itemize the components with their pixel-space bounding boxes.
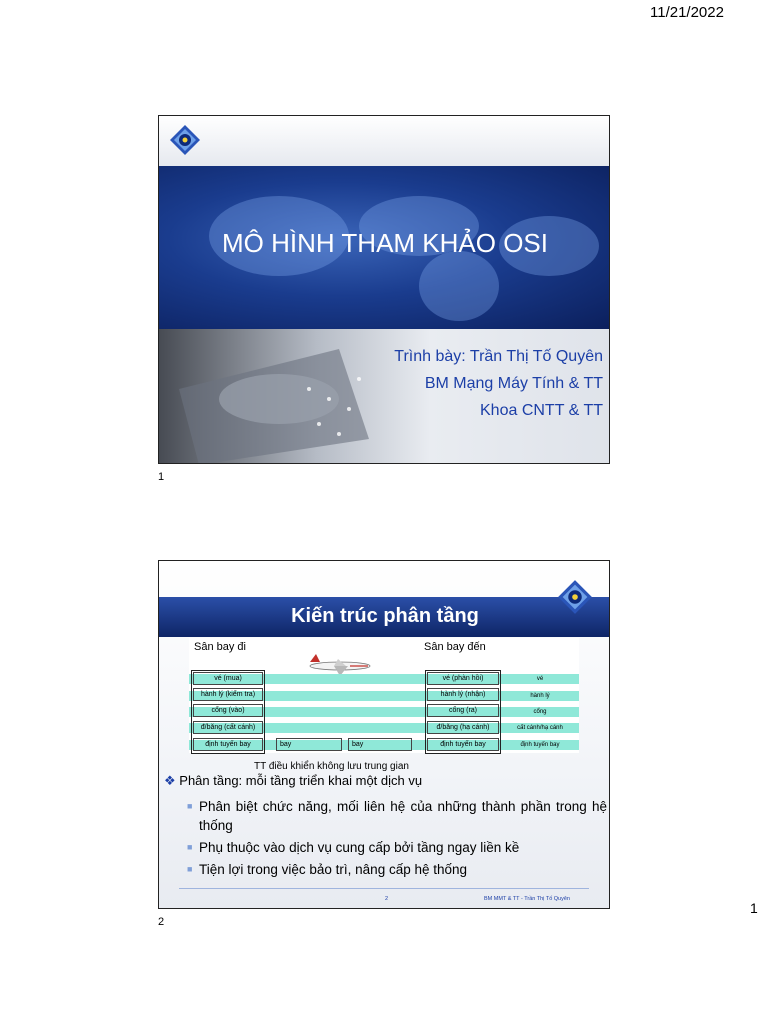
subbullet-text: Phân biệt chức năng, mối liên hệ của những thành phần trong hệ thống — [199, 799, 607, 833]
university-logo-icon — [557, 579, 593, 615]
layer-name: vé — [536, 676, 544, 682]
departure-label: Sân bay đi — [194, 641, 246, 653]
university-logo-icon — [169, 124, 201, 156]
faculty-line: Khoa CNTT & TT — [480, 402, 603, 419]
footer-page: 2 — [385, 896, 389, 902]
subbullet-item — [187, 838, 607, 857]
slide-number-1: 1 — [158, 471, 165, 483]
right-layer: định tuyến bay — [427, 738, 499, 751]
subbullet-list — [187, 797, 607, 879]
left-layer: hành lý (kiểm tra) — [193, 688, 263, 701]
middle-box: bay — [276, 738, 342, 751]
right-layer: cổng (ra) — [427, 704, 499, 717]
layer-name: định tuyến bay — [520, 742, 560, 748]
left-layer: định tuyến bay — [193, 738, 263, 751]
layer-name: hành lý — [530, 693, 550, 699]
print-date: 11/21/2022 — [650, 4, 724, 21]
square-bullet-icon: ■ — [187, 801, 193, 811]
diamond-bullet-icon: ❖ — [164, 773, 176, 788]
diagram-caption: TT điều khiển không lưu trung gian — [254, 761, 409, 772]
subbullet-item — [187, 860, 607, 879]
main-bullet — [164, 773, 422, 789]
layer-name: cất cánh/hạ cánh — [517, 725, 563, 731]
slide-1 — [158, 115, 610, 464]
right-layer: đ/băng (hạ cánh) — [427, 721, 499, 734]
square-bullet-icon: ■ — [187, 842, 193, 852]
left-layer: cổng (vào) — [193, 704, 263, 717]
main-bullet-text: Phân tầng: mỗi tầng triển khai một dịch vụ — [179, 773, 423, 788]
footer-author: BM MMT & TT - Trần Thị Tố Quyên — [484, 896, 570, 902]
middle-box: bay — [348, 738, 412, 751]
arrival-label: Sân bay đến — [424, 641, 486, 653]
slide-2 — [158, 560, 610, 909]
subbullet-item — [187, 797, 607, 835]
slide-number-2: 2 — [158, 916, 165, 928]
page-number: 1 — [750, 900, 758, 916]
department-line: BM Mạng Máy Tính & TT — [424, 375, 603, 392]
right-layer: vé (phàn hồi) — [427, 672, 499, 685]
right-layer: hành lý (nhận) — [427, 688, 499, 701]
left-layer: đ/băng (cất cánh) — [193, 721, 263, 734]
subbullet-text: Tiện lợi trong việc bảo trì, nâng cấp hệ thống — [199, 862, 468, 877]
airline-layer-diagram — [189, 638, 579, 753]
presenter-line: Trình bày: Trần Thị Tố Quyên — [394, 348, 603, 365]
footer-divider — [179, 888, 589, 889]
left-layer: vé (mua) — [193, 672, 263, 685]
layer-name: cổng — [533, 709, 547, 715]
subbullet-text: Phụ thuộc vào dịch vụ cung cấp bởi tầng ngay liền kề — [199, 840, 520, 855]
slide-title: MÔ HÌNH THAM KHẢO OSI — [222, 228, 548, 258]
square-bullet-icon: ■ — [187, 864, 193, 874]
slide-top-bar — [159, 116, 610, 166]
slide-title: Kiến trúc phân tầng — [291, 605, 479, 627]
